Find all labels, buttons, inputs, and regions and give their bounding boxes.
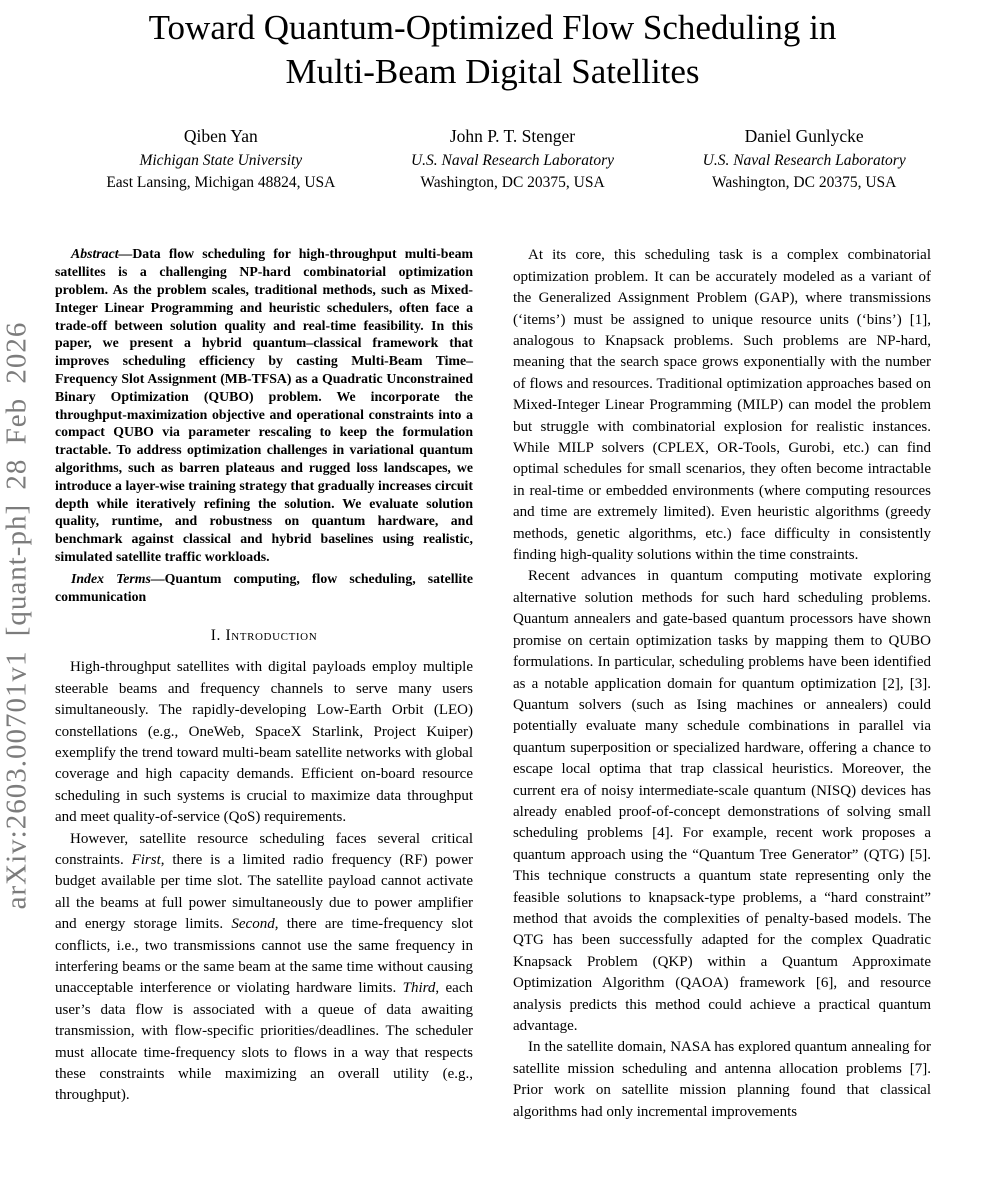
body-paragraph	[55, 829, 473, 1107]
arxiv-watermark-text: arXiv:2603.00701v1 [quant-ph] 28 Feb 2026	[0, 321, 33, 910]
text-segment: At its core, this scheduling task is a complex combinatorial optimization problem. It can be accurately modeled as a variant of the Generalized Assignment Problem (GAP), where transmissions (‘items’) must be assigned to unique resource units (‘bins’) [1], analogous to Knapsack problems. Such problems are NP-hard, meaning that the search space grows exponentially with the number of flows and resources. Traditional optimization approaches based on Mixed-Integer Linear Programming (MILP) can model the problem but struggle with combinatorial explosion for realistic instances. While MILP solvers (CPLEX, OR-Tools, Gurobi, etc.) can find optimal schedules for small scenarios, they often become intractable in real-time or embedded environments (where computing resources and time are extremely limited). Even heuristic algorithms (greedy methods, genetic algorithms, etc.) face difficulty in consistently finding high-quality solutions within the time constraints.	[513, 247, 931, 564]
author-block-1	[75, 124, 367, 194]
abstract-paragraph	[55, 245, 473, 565]
text-segment: , there is a limited radio frequency (RF) power budget available per time slot. The satellite payload cannot activate all the beams at full power simultaneously due to power amplifier and energy storage limits.	[55, 851, 473, 933]
author-address: Washington, DC 20375, USA	[712, 173, 897, 191]
index-terms-text: Quantum computing, flow scheduling, satellite communication	[55, 570, 473, 604]
text-segment: Second	[231, 916, 275, 933]
column-left	[55, 245, 473, 1123]
authors-row	[75, 124, 950, 194]
text-segment: In the satellite domain, NASA has explored quantum annealing for satellite mission scheduling and antenna allocation problems [7]. Prior work on satellite mission planning found that classical algorithms had only incremental improvements	[513, 1039, 931, 1120]
author-name: John P. T. Stenger	[449, 125, 576, 146]
text-segment: , there are time-frequency slot conflicts, i.e., two transmissions cannot use the same frequency in interfering beams or the same beam at the same time without causing unacceptable interference or violating hardware limits.	[55, 916, 473, 997]
author-address: Washington, DC 20375, USA	[420, 173, 605, 191]
text-segment: Third	[402, 980, 436, 997]
author-affiliation: Michigan State University	[139, 152, 303, 169]
text-segment: Recent advances in quantum computing motivate exploring alternative solution methods for such hard scheduling problems. Quantum annealers and gate-based quantum processors have shown promise on certain optimization tasks by mapping them to QUBO formulations. In particular, scheduling problems have been identified as a notable application domain for quantum optimization [2], [3]. Quantum solvers (such as Ising machines or annealers) could potentially evaluate many schedule combinations in parallel via quantum superposition or specialized hardware, offering a chance to escape local optima that trap classical heuristics. Moreover, the current era of noisy intermediate-scale quantum (NISQ) devices has already enabled proof-of-concept demonstrations of solving small scheduling problems [4]. For example, recent work proposes a quantum approach using the “Quantum Tree Generator” (QTG) [5]. This technique constructs a quantum state representing only the feasible solutions to knapsack-type problems, a “hard constraint” method that avoids the complexities of penalty-based models. The QTG has been successfully adapted for the complex Quadratic Knapsack Problem (QKP) within a Quantum Approximate Optimization Algorithm (QAOA) framework [6], and resource analysis predicts this method could achieve a practical quantum advantage.	[513, 568, 931, 1034]
body-paragraph	[513, 1037, 931, 1123]
index-terms-label: Index Terms—	[71, 570, 165, 586]
index-terms-paragraph	[55, 570, 473, 606]
text-segment: High-throughput satellites with digital payloads employ multiple steerable beams and frequency channels to serve many users simultaneously. The rapidly-developing Low-Earth Orbit (LEO) constellations (e.g., OneWeb, SpaceX Starlink, Project Kuiper) exemplify the trend toward multi-beam satellite networks with global coverage and high capacity demands. Efficient on-board resource scheduling in such systems is crucial to maximize data throughput and meet quality-of-service (QoS) requirements.	[55, 659, 473, 826]
body-paragraph	[513, 566, 931, 1037]
abstract-label: Abstract—	[71, 246, 133, 262]
author-block-2	[367, 124, 659, 194]
body-paragraph	[513, 245, 931, 566]
paper-title: Toward Quantum-Optimized Flow Scheduling in Multi-Beam Digital Satellites	[148, 8, 837, 91]
two-column-body	[55, 245, 931, 1123]
abstract-text: Data flow scheduling for high-throughput multi-beam satellites is a challenging NP-hard combinatorial optimization problem. As the problem scales, traditional methods, such as Mixed-Integer Linear Programming and heuristic schedulers, often face a trade-off between solution quality and real-time feasibility. In this paper, we present a hybrid quantum–classical framework that improves scheduling efficiency by casting Multi-Beam Time–Frequency Slot Assignment (MB-TFSA) as a Quadratic Unconstrained Binary Optimization (QUBO) problem. We incorporate the throughput-maximization objective and operational constraints into a compact QUBO via parameter rescaling to keep the formulation tractable. To address optimization challenges in variational quantum algorithms, such as barren plateaus and rugged loss landscapes, we introduce a layer-wise training strategy that gradually increases circuit depth while iteratively refining the solution. We evaluate solution quality, runtime, and robustness on quantum hardware, and benchmark against classical and hybrid baselines using realistic, simulated satellite traffic workloads.	[55, 246, 473, 564]
text-segment: However, satellite resource scheduling faces several critical constraints.	[55, 830, 473, 868]
author-block-3	[658, 124, 950, 194]
author-affiliation: U.S. Naval Research Laboratory	[702, 152, 906, 169]
text-segment: First	[131, 851, 161, 868]
author-affiliation: U.S. Naval Research Laboratory	[410, 152, 615, 169]
author-name: Daniel Gunlycke	[744, 125, 864, 146]
author-address: East Lansing, Michigan 48824, USA	[106, 173, 336, 191]
section-heading-introduction: I. Introduction	[210, 627, 318, 645]
body-paragraph	[55, 657, 473, 828]
author-name: Qiben Yan	[183, 125, 258, 146]
text-segment: , each user’s data flow is associated with a queue of data awaiting transmission, with flow-specific priorities/deadlines. The scheduler must allocate time-frequency slots to flows in a way that respects these constraints while maximizing an overall utility (e.g., throughput).	[55, 980, 473, 1104]
column-right	[513, 245, 931, 1123]
